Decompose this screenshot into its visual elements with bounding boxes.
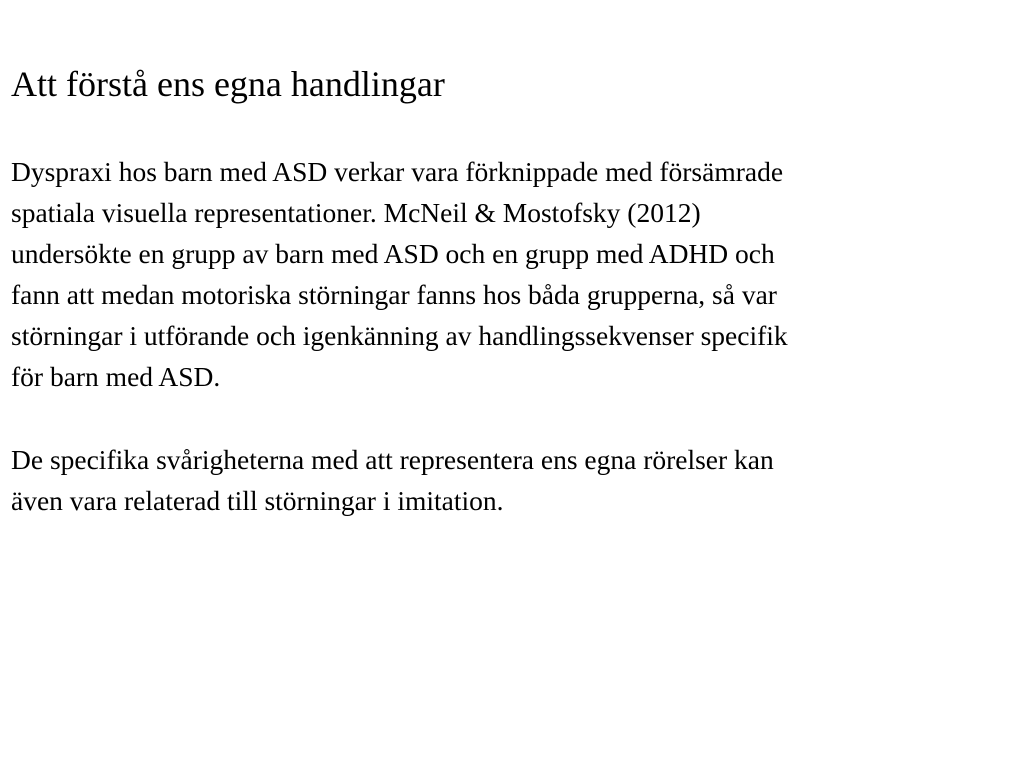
paragraph-line: för barn med ASD. [11,361,221,392]
paragraph-line: undersökte en grupp av barn med ASD och en grupp med ADHD och [11,238,775,269]
paragraph-line: fann att medan motoriska störningar fanns hos båda grupperna, så var [11,279,777,310]
paragraph-line: störningar i utförande och igenkänning av handlingssekvenser specifik [11,320,788,351]
body-paragraph-1 [11,151,1011,397]
paragraph-line: spatiala visuella representationer. McNeil & Mostofsky (2012) [11,197,701,228]
paragraph-line: Dyspraxi hos barn med ASD verkar vara förknippade med försämrade [11,156,784,187]
body-paragraph-2 [11,439,1011,521]
paragraph-line: även vara relaterad till störningar i imitation. [11,485,504,516]
paragraph-line: De specifika svårigheterna med att representera ens egna rörelser kan [11,444,774,475]
slide-title: Att förstå ens egna handlingar [11,64,445,104]
